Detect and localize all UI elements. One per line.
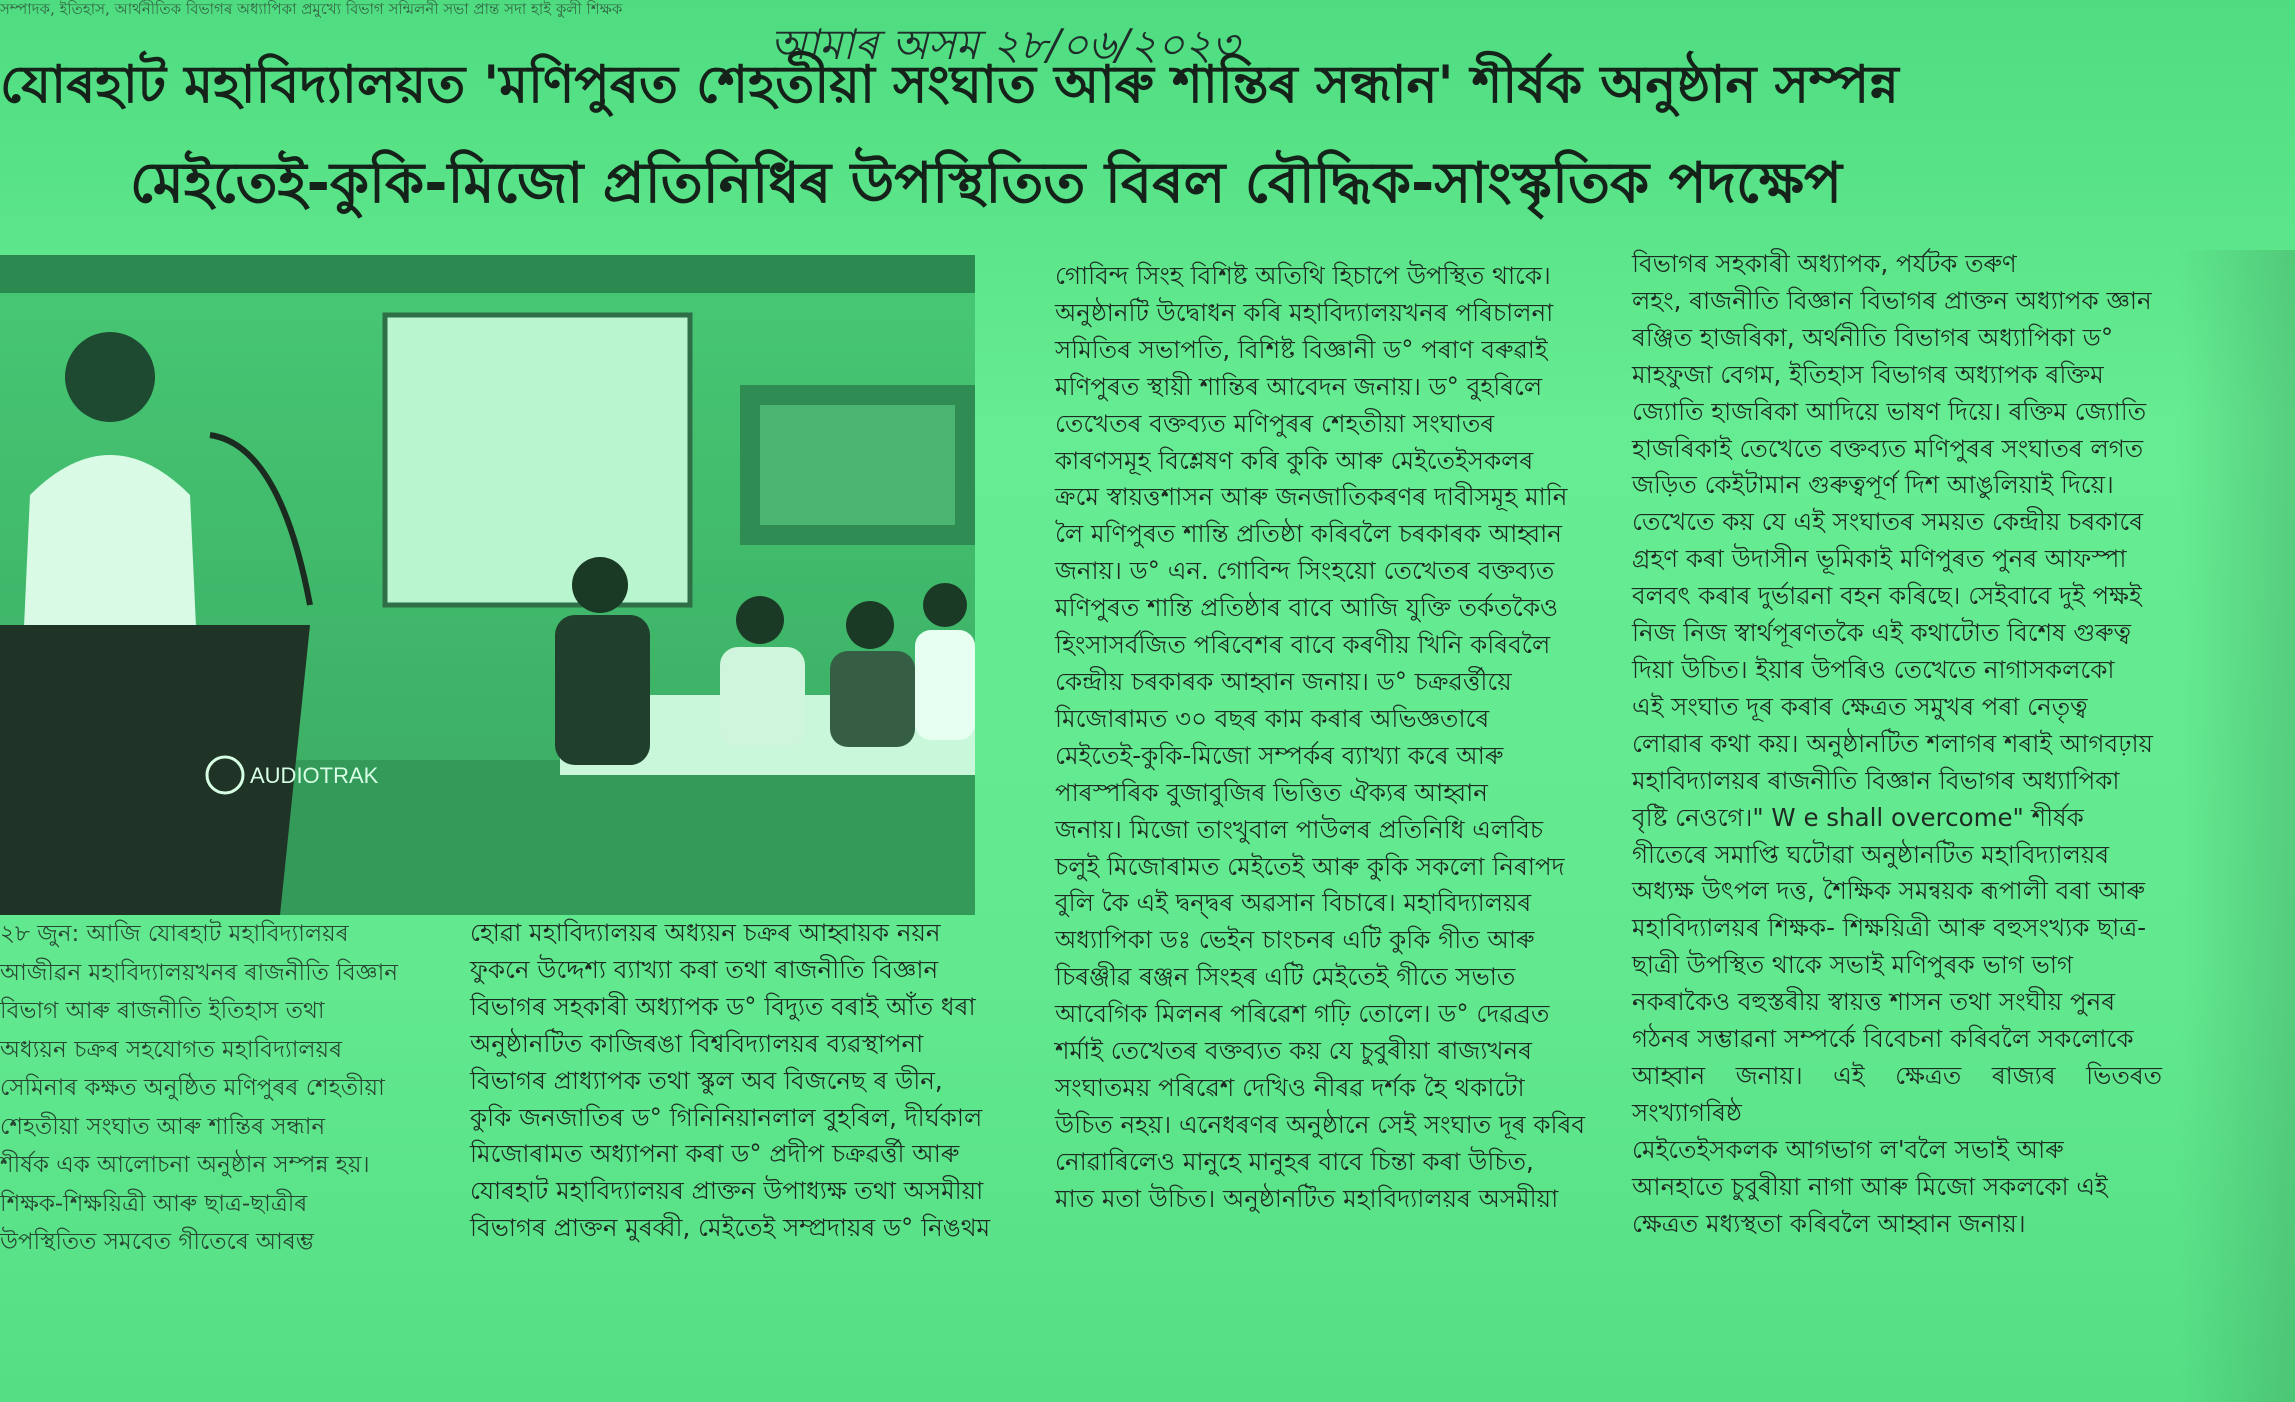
article-line: বৃষ্টি নেওগে।" W e shall overcome" শীৰ্ষক <box>1632 802 2084 832</box>
article-line: মিজোৰামত অধ্যাপনা কৰা ড° প্ৰদীপ চক্ৰৱৰ্ত্তী আৰু <box>470 1139 960 1169</box>
banner-graphic <box>760 405 955 525</box>
article-line: ফুকনে উদ্দেশ্য ব্যাখ্যা কৰা তথা ৰাজনীতি বিজ্ঞান <box>470 954 939 984</box>
ceiling <box>0 255 975 293</box>
article-column-left <box>0 915 460 1262</box>
article-line: ক্ষেত্ৰত মধ্যস্থতা কৰিবলৈ আহ্বান জনায়। <box>1632 1208 2026 1238</box>
panelist-4-body <box>915 630 975 740</box>
article-line: জনায়। মিজো তাংখুবাল পাউলৰ প্ৰতিনিধি এলবিচ <box>1055 814 1544 844</box>
article-column-middle <box>1055 258 1635 1218</box>
article-line: সমিতিৰ সভাপতি, বিশিষ্ট বিজ্ঞানী ড° পৰাণ বৰুৱাই <box>1055 334 1548 364</box>
article-line: গোবিন্দ সিংহ বিশিষ্ট অতিথি হিচাপে উপস্থিত থাকে। <box>1055 261 1551 290</box>
article-line: মাত মতা উচিত। অনুষ্ঠানটিত মহাবিদ্যালয়ৰ অসমীয়া <box>1055 1183 1559 1213</box>
article-line: নকৰাকৈও বহুস্তৰীয় স্বায়ত্ত শাসন তথা সংঘীয় পুনৰ <box>1632 987 2116 1017</box>
article-line: লহং, ৰাজনীতি বিজ্ঞান বিভাগৰ প্ৰাক্তন অধ্যাপক জ্ঞান <box>1632 285 2152 315</box>
panelist-1-body <box>555 615 650 765</box>
article-column-bottom-left <box>470 915 1030 1247</box>
article-line: কাৰণসমূহ বিশ্লেষণ কৰি কুকি আৰু মেইতেইসকলৰ <box>1055 445 1534 475</box>
article-line: শেহতীয়া সংঘাত আৰু শান্তিৰ সন্ধান <box>0 1113 326 1140</box>
article-line: আজীৱন মহাবিদ্যালয়খনৰ ৰাজনীতি বিজ্ঞান <box>0 959 399 986</box>
panelist-1-head <box>572 557 628 613</box>
article-line: বলবৎ কৰাৰ দুৰ্ভাৱনা বহন কৰিছে। সেইবাবে দুই পক্ষই <box>1632 581 2142 611</box>
article-headline: যোৰহাট মহাবিদ্যালয়ত 'মণিপুৰত শেহতীয়া সংঘাত আৰু শান্তিৰ সন্ধান' শীৰ্ষক অনুষ্ঠান সম্পন্ন <box>0 55 1899 115</box>
article-line: হাজৰিকাই তেখেতে বক্তব্যত মণিপুৰৰ সংঘাতৰ লগত <box>1632 433 2144 463</box>
article-line: শিক্ষক-শিক্ষয়িত্ৰী আৰু ছাত্ৰ-ছাত্ৰীৰ <box>0 1190 308 1217</box>
article-line: বিভাগৰ প্ৰাধ্যাপক তথা স্কুল অব বিজনেছ ৰ ডীন, <box>470 1065 943 1095</box>
article-line: ৰঞ্জিত হাজৰিকা, অৰ্থনীতি বিভাগৰ অধ্যাপিকা ড° <box>1632 322 2114 352</box>
article-line: উপস্থিতিত সমবেত গীতেৰে আৰম্ভ <box>0 1229 314 1255</box>
page-edge-shadow <box>2180 250 2295 1402</box>
article-line: দিয়া উচিত। ইয়াৰ উপৰিও তেখেতে নাগাসকলকো <box>1632 654 2115 684</box>
article-line: মেইতেই-কুকি-মিজো সম্পৰ্কৰ ব্যাখ্যা কৰে আৰু <box>1055 740 1504 770</box>
article-line: মেইতেইসকলক আগভাগ ল'বলৈ সভাই আৰু <box>1632 1134 2064 1164</box>
article-line: গঠনৰ সম্ভাৱনা সম্পৰ্কে বিবেচনা কৰিবলৈ সকলোকে <box>1632 1024 2134 1054</box>
panelist-3-body <box>830 651 915 747</box>
article-line: বুলি কৈ এই দ্বন্দ্বৰ অৱসান বিচাৰে। মহাবিদ্যালয়ৰ <box>1055 888 1532 918</box>
speaker-head <box>65 332 155 422</box>
article-column-right <box>1632 246 2162 1242</box>
article-line: যোৰহাট মহাবিদ্যালয়ৰ প্ৰাক্তন উপাধ্যক্ষ তথা অসমীয়া <box>470 1176 984 1206</box>
article-line: মণিপুৰত শান্তি প্ৰতিষ্ঠাৰ বাবে আজি যুক্তি তৰ্কতকৈও <box>1055 593 1559 623</box>
podium-brand: AUDIOTRAK <box>250 763 379 788</box>
article-line: গীতেৰে সমাপ্তি ঘটোৱা অনুষ্ঠানটিত মহাবিদ্যালয়ৰ <box>1632 839 2110 869</box>
article-line: হোৱা মহাবিদ্যালয়ৰ অধ্যয়ন চক্ৰৰ আহ্বায়ক নয়ন <box>470 918 941 947</box>
article-line: পাৰস্পৰিক বুজাবুজিৰ ভিত্তিত ঐক্যৰ আহ্বান <box>1055 777 1488 807</box>
article-line: জনায়। ড° এন. গোবিন্দ সিংহয়ো তেখেতৰ বক্তব্যত <box>1055 556 1555 586</box>
article-line: সেমিনাৰ কক্ষত অনুষ্ঠিত মণিপুৰৰ শেহতীয়া <box>0 1075 385 1101</box>
panelist-2-head <box>736 596 784 644</box>
article-line: মিজোৰামত ৩০ বছৰ কাম কৰাৰ অভিজ্ঞতাৰে <box>1055 703 1490 733</box>
article-line: অধ্যক্ষ উৎপল দত্ত, শৈক্ষিক সমন্বয়ক ৰূপালী বৰা আৰু <box>1632 876 2145 906</box>
article-line: গ্ৰহণ কৰা উদাসীন ভূমিকাই মণিপুৰত পুনৰ আফস্পা <box>1632 544 2127 574</box>
article-line: আবেগিক মিলনৰ পৰিৱেশ গঢ়ি তোলে। ড° দেৱব্ৰত <box>1055 999 1550 1029</box>
article-line: তেখেতে কয় যে এই সংঘাতৰ সময়ত কেন্দ্ৰীয় চৰকাৰে <box>1632 507 2143 537</box>
article-line: ক্ৰমে স্বায়ত্তশাসন আৰু জনজাতিকৰণৰ দাবীসমূহ মানি <box>1055 482 1568 512</box>
panelist-2-body <box>720 647 805 747</box>
article-line: অনুষ্ঠানটি উদ্বোধন কৰি মহাবিদ্যালয়খনৰ পৰিচালনা <box>1055 297 1554 327</box>
article-line: লৈ মণিপুৰত শান্তি প্ৰতিষ্ঠা কৰিবলৈ চৰকাৰক আহ্বান <box>1055 519 1562 549</box>
article-line: আহ্বান জনায়। এই ক্ষেত্ৰত ৰাজ্যৰ ভিতৰত সংখ্যাগৰিষ্ঠ <box>1632 1060 2162 1127</box>
article-line: শীৰ্ষক এক আলোচনা অনুষ্ঠান সম্পন্ন হয়। <box>0 1152 370 1178</box>
event-photo-illustration <box>0 255 975 915</box>
handwritten-date-note: আমাৰ অসম ২৮/০৬/২০২৩ <box>770 20 1239 69</box>
article-line: ২৮ জুন: আজি যোৰহাট মহাবিদ্যালয়ৰ <box>0 921 349 947</box>
article-line: জড়িত কেইটামান গুৰুত্বপূৰ্ণ দিশ আঙুলিয়াই দিয়ে। <box>1632 470 2114 500</box>
article-line: চিৰঞ্জীৱ ৰঞ্জন সিংহৰ এটি মেইতেই গীতে সভাত <box>1055 962 1516 992</box>
article-line: শৰ্মাই তেখেতৰ বক্তব্যত কয় যে চুবুৰীয়া ৰাজ্যখনৰ <box>1055 1036 1532 1066</box>
article-line: আনহাতে চুবুৰীয়া নাগা আৰু মিজো সকলকো এই <box>1632 1171 2108 1201</box>
article-line: ছাত্ৰী উপস্থিত থাকে সভাই মণিপুৰক ভাগ ভাগ <box>1632 950 2074 980</box>
panelist-3-head <box>846 601 894 649</box>
article-line: লোৱাৰ কথা কয়। অনুষ্ঠানটিত শলাগৰ শৰাই আগবঢ়ায় <box>1632 728 2153 758</box>
article-line: মাহফুজা বেগম, ইতিহাস বিভাগৰ অধ্যাপক ৰক্তিম <box>1632 359 2104 389</box>
article-line: তেখেতৰ বক্তব্যত মণিপুৰৰ শেহতীয়া সংঘাতৰ <box>1055 408 1495 438</box>
article-line: উচিত নহয়। এনেধৰণৰ অনুষ্ঠানে সেই সংঘাত দূৰ কৰিব <box>1055 1109 1585 1139</box>
article-line: মণিপুৰত স্থায়ী শান্তিৰ আবেদন জনায়। ড° বুহৰিলে <box>1055 371 1543 401</box>
article-line: বিভাগৰ সহকাৰী অধ্যাপক ড° বিদ্যুত বৰাই আঁত ধৰা <box>470 991 976 1021</box>
article-line: অধ্যয়ন চক্ৰৰ সহযোগত মহাবিদ্যালয়ৰ <box>0 1036 343 1063</box>
article-line: বিভাগৰ সহকাৰী অধ্যাপক, পৰ্যটক তৰুণ <box>1632 249 2017 278</box>
article-subheadline: মেইতেই-কুকি-মিজো প্ৰতিনিধিৰ উপস্থিতিত বিৰল বৌদ্ধিক-সাংস্কৃতিক পদক্ষেপ <box>130 151 1842 216</box>
article-line: হিংসাসৰ্বজিত পৰিবেশৰ বাবে কৰণীয় খিনি কৰিবলৈ <box>1055 630 1551 660</box>
event-photo <box>0 255 975 915</box>
article-line: বিভাগ আৰু ৰাজনীতি ইতিহাস তথা <box>0 998 325 1024</box>
article-line: জ্যোতি হাজৰিকা আদিয়ে ভাষণ দিয়ে। ৰক্তিম জ্যোতি <box>1632 396 2147 426</box>
article-line: মহাবিদ্যালয়ৰ ৰাজনীতি বিজ্ঞান বিভাগৰ অধ্যাপিকা <box>1632 765 2120 795</box>
article-line: কেন্দ্ৰীয় চৰকাৰক আহ্বান জনায়। ড° চক্ৰৱৰ্ত্তীয়ে <box>1055 666 1512 696</box>
article-line: অধ্যাপিকা ডঃ ভেইন চাংচনৰ এটি কুকি গীত আৰু <box>1055 925 1535 955</box>
projector-screen <box>385 315 690 605</box>
article-line: নোৱাৰিলেও মানুহে মানুহৰ বাবে চিন্তা কৰা উচিত, <box>1055 1146 1534 1176</box>
article-line: নিজ নিজ স্বাৰ্থপূৰণতকৈ এই কথাটোত বিশেষ গুৰুত্ব <box>1632 618 2132 648</box>
article-line: বিভাগৰ প্ৰাক্তন মুৰব্বী, মেইতেই সম্প্ৰদায়ৰ ড° নিঙথম <box>470 1213 991 1243</box>
article-line: চলুই মিজোৰামত মেইতেই আৰু কুকি সকলো নিৰাপদ <box>1055 851 1565 881</box>
top-cropped-text: সম্পাদক, ইতিহাস, আৰ্থনীতিক বিভাগৰ অধ্যাপিকা প্ৰমুখ্যে বিভাগ সন্মিলনী সভা প্ৰান্ত সদা হাই কুলী শিক্ষক <box>0 0 623 18</box>
article-line: এই সংঘাত দূৰ কৰাৰ ক্ষেত্ৰত সমুখৰ পৰা নেতৃত্ব <box>1632 691 2088 721</box>
panelist-4-head <box>923 583 967 627</box>
article-line: অনুষ্ঠানটিত কাজিৰঙা বিশ্ববিদ্যালয়ৰ ব্যৱস্থাপনা <box>470 1028 924 1058</box>
article-line: মহাবিদ্যালয়ৰ শিক্ষক- শিক্ষয়িত্ৰী আৰু বহুসংখ্যক ছাত্ৰ- <box>1632 913 2147 943</box>
article-line: কুকি জনজাতিৰ ড° গিনিনিয়ানলাল বুহৰিল, দীৰ্ঘকাল <box>470 1102 983 1132</box>
article-line: সংঘাতময় পৰিৱেশ দেখিও নীৰৱ দৰ্শক হৈ থকাটো <box>1055 1072 1525 1102</box>
